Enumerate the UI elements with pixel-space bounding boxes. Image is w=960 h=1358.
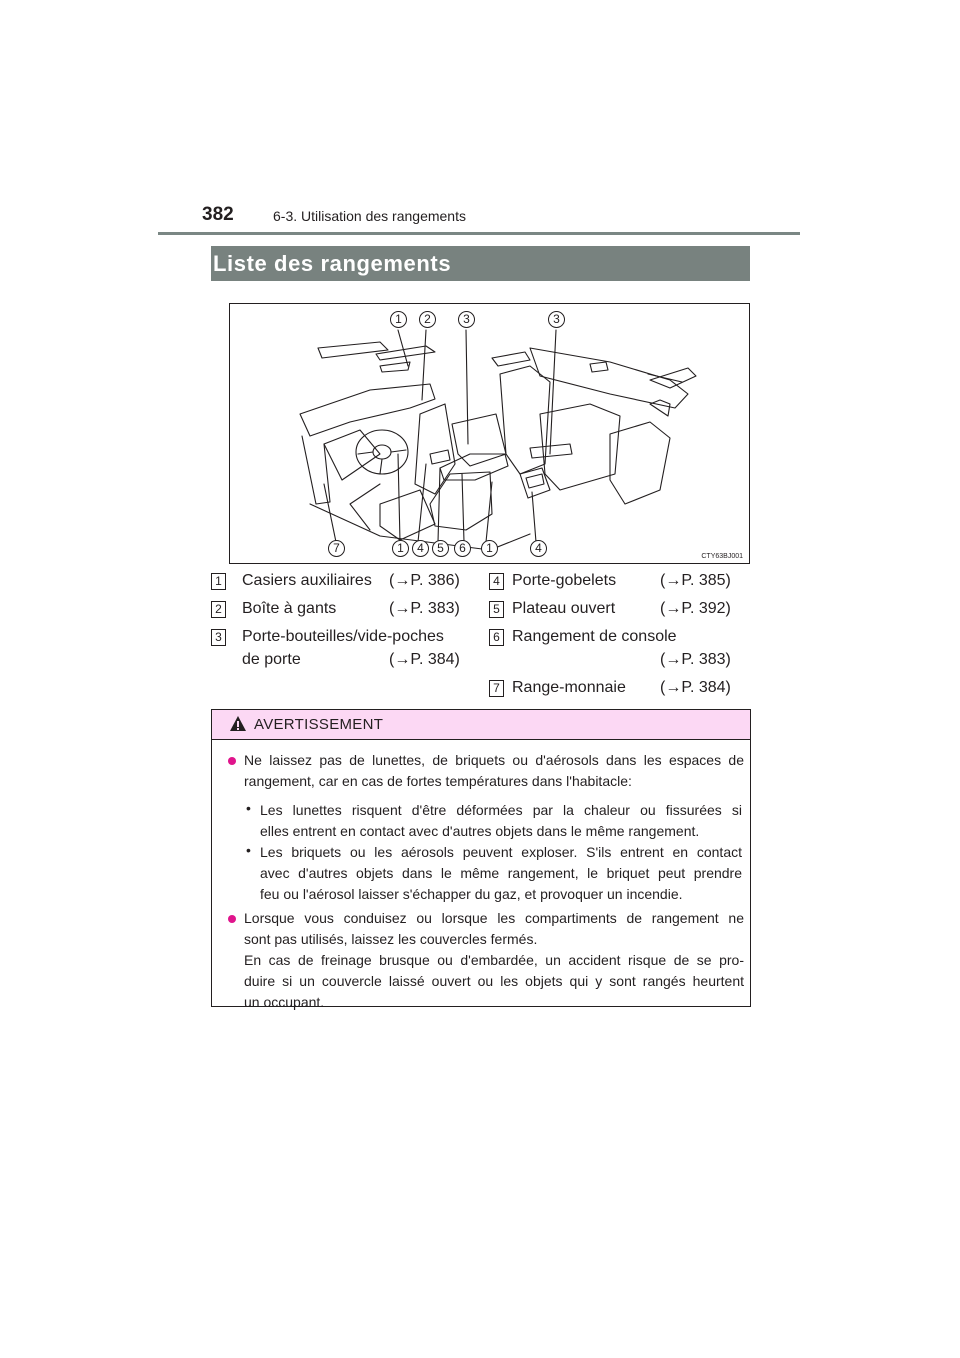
page-title: Liste des rangements — [213, 251, 452, 276]
bullet-1-line-2: rangement, car en cas de fortes températures dans l'habitacle: — [244, 773, 632, 789]
callout-bottom-4b: 4 — [530, 540, 547, 557]
legend-text: Rangement de console — [512, 628, 677, 645]
bullet-2-line-3: En cas de freinage brusque ou d'embardée, un accident risque de se pro- — [244, 952, 744, 968]
sub-2-line-1: Les briquets ou les aérosols peuvent exploser. S'ils entrent en contact — [260, 844, 742, 860]
bullet-2-dot — [228, 915, 236, 923]
callout-bottom-1a: 1 — [392, 540, 409, 557]
page-number: 382 — [202, 204, 234, 225]
legend-ref: (→P. 383) — [389, 600, 460, 617]
header-rule — [158, 232, 800, 235]
bullet-2-line-1: Lorsque vous conduisez ou lorsque les compartiments de rangement ne — [244, 910, 744, 926]
legend-number: 7 — [489, 680, 504, 697]
legend-number: 2 — [211, 601, 226, 618]
sub-2-line-3: feu ou l'aérosol laisser s'échapper du gaz, et provoquer un incendie. — [260, 886, 683, 902]
callout-top-4: 3 — [548, 311, 565, 328]
section-title: 6-3. Utilisation des rangements — [273, 208, 466, 224]
bullet-1-line-1: Ne laissez pas de lunettes, de briquets ou d'aérosols dans les espaces de — [244, 752, 744, 768]
warning-triangle-icon — [229, 715, 247, 732]
bullet-2-line-5: un occupant. — [244, 994, 325, 1010]
warning-box — [211, 709, 751, 1010]
legend-ref: (→P. 386) — [389, 572, 460, 589]
legend-number: 6 — [489, 629, 504, 646]
callout-bottom-1b: 1 — [481, 540, 498, 557]
legend-number: 1 — [211, 573, 226, 590]
bullet-1-dot — [228, 757, 236, 765]
callout-bottom-7: 7 — [328, 540, 345, 557]
callout-top-3: 3 — [458, 311, 475, 328]
warning-label: AVERTISSEMENT — [254, 716, 384, 733]
legend-number: 3 — [211, 629, 226, 646]
legend-ref: (→P. 392) — [660, 600, 731, 617]
legend-ref: (→P. 384) — [660, 679, 731, 696]
bullet-2-line-4: duire si un couvercle laissé ouvert ou les objets qui y sont rangés heurtent — [244, 973, 744, 989]
callout-bottom-5: 5 — [432, 540, 449, 557]
legend-ref: (→P. 385) — [660, 572, 731, 589]
legend-number: 4 — [489, 573, 504, 590]
callout-bottom-6: 6 — [454, 540, 471, 557]
legend-text: Casiers auxiliaires — [242, 572, 372, 589]
sub-bullet-1-dot: • — [246, 800, 251, 816]
sub-2-line-2: avec d'autres objets dans le même rangement, le briquet peut prendre — [260, 865, 742, 881]
legend-text: Porte-gobelets — [512, 572, 617, 589]
bullet-2-line-2: sont pas utilisés, laissez les couvercles fermés. — [244, 931, 538, 947]
sub-1-line-1: Les lunettes risquent d'être déformées par la chaleur ou fissurées si — [260, 802, 742, 818]
title-bar — [211, 246, 750, 281]
legend-text: Porte-bouteilles/vide-poches — [242, 628, 444, 645]
callout-bottom-4a: 4 — [412, 540, 429, 557]
sub-1-line-2: elles entrent en contact avec d'autres objets dans le même rangement. — [260, 823, 700, 839]
sub-bullet-2-dot: • — [246, 842, 251, 858]
legend-ref: (→P. 384) — [389, 651, 460, 668]
legend-ref: (→P. 383) — [660, 651, 731, 668]
warning-header — [212, 710, 750, 740]
interior-figure — [229, 303, 750, 564]
car-interior-illustration — [230, 304, 749, 563]
callout-top-1: 1 — [390, 311, 407, 328]
legend-text: Range-monnaie — [512, 679, 626, 696]
legend-text: Plateau ouvert — [512, 600, 616, 617]
legend-number: 5 — [489, 601, 504, 618]
callout-top-2: 2 — [419, 311, 436, 328]
legend-text: Boîte à gants — [242, 600, 337, 617]
figure-code: CTY63BJ001 — [701, 553, 743, 560]
legend-text-line2: de porte — [242, 651, 301, 668]
